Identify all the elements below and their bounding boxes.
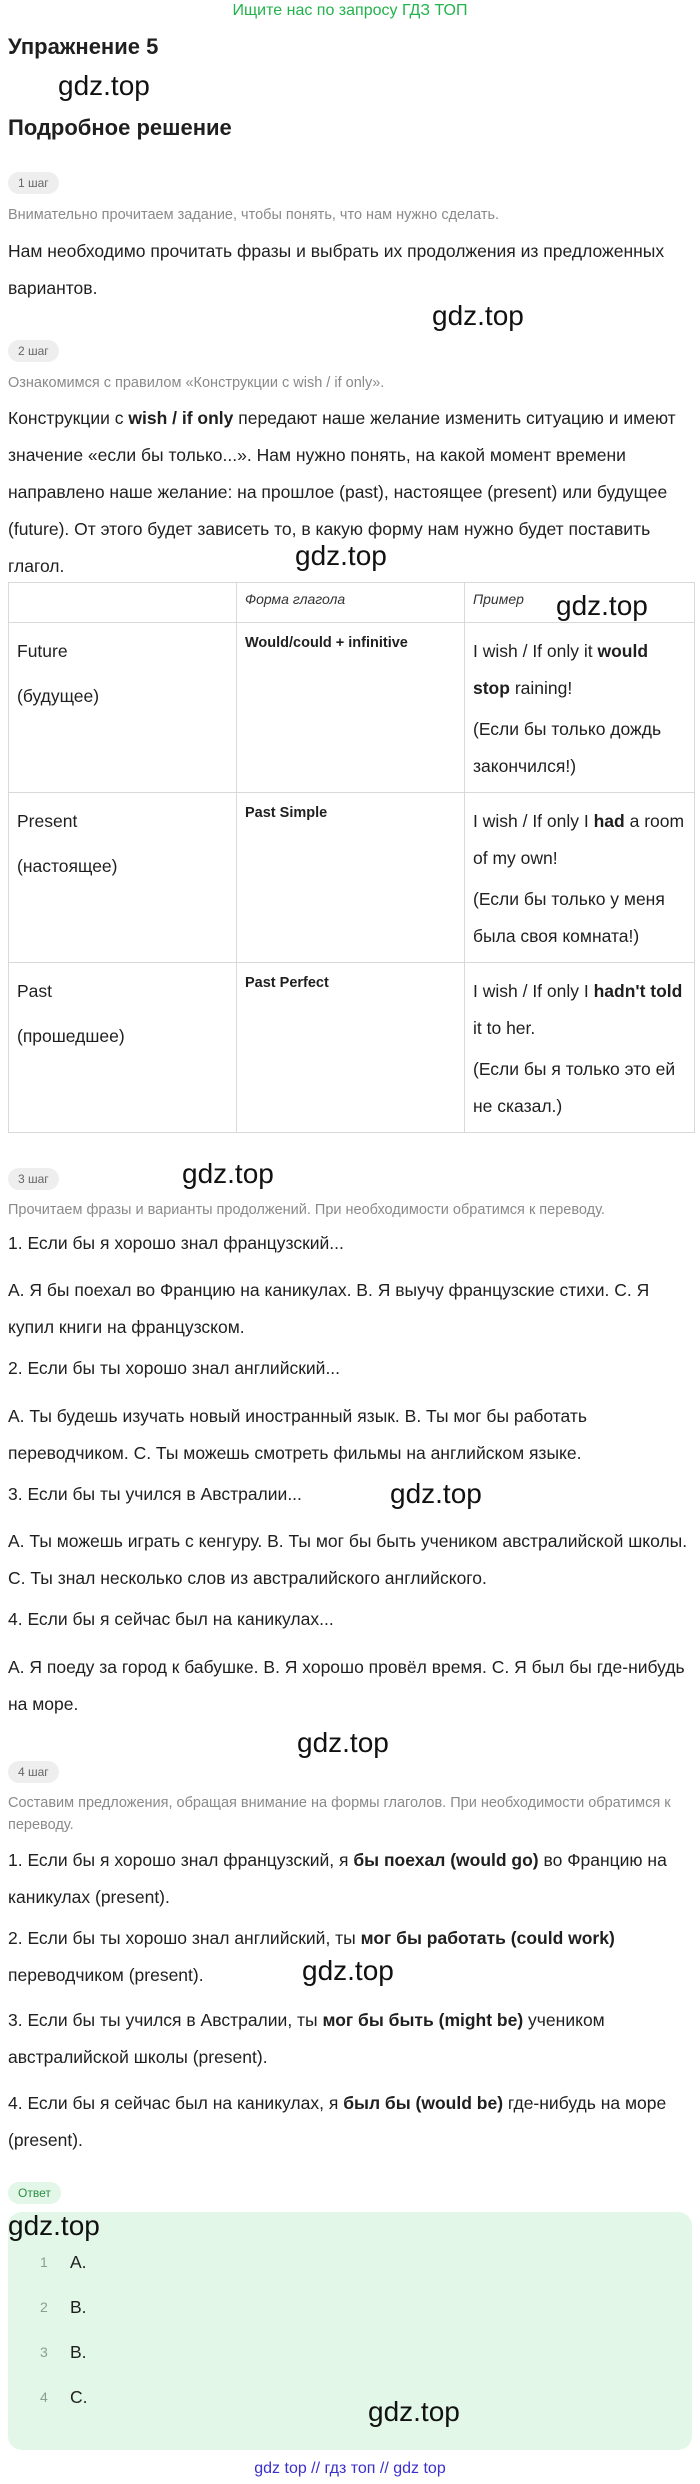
top-banner[interactable]: Ищите нас по запросу ГДЗ ТОП [232,2,468,19]
step-3-options-1: A. Я бы поехал во Францию на каникулах. B. Я выучу французские стихи. C. Я купил книги на французском. [8,1280,650,1337]
watermark: gdz.top [295,540,387,571]
watermark: gdz.top [432,300,524,331]
watermark: gdz.top [8,2210,100,2241]
table-header-example: Пример [465,583,695,623]
step-4-sentence-3: 3. Если бы ты учился в Австралии, ты мог бы быть (might be) учеником австралийской школы (present). [8,2010,605,2067]
step-3-question-3: 3. Если бы ты учился в Австралии... [8,1484,302,1504]
table-row [9,963,695,1133]
verb-form-cell: Past Perfect [237,963,465,1133]
step-3-question-1: 1. Если бы я хорошо знал французский... [8,1233,344,1253]
table-row [9,623,695,793]
watermark: gdz.top [556,590,648,621]
step-3-options-3: A. Ты можешь играть с кенгуру. B. Ты мог бы быть учеником австралийской школы. C. Ты знал несколько слов из австралийского английского. [8,1531,688,1588]
step-4-badge: 4 шаг [8,1761,59,1783]
example-cell: I wish / If only it would stop raining! (Если бы только дождь закончился!) [465,623,695,793]
exercise-title: Упражнение 5 [8,34,159,59]
verb-form-cell: Would/could + infinitive [237,623,465,793]
step-1-note: Внимательно прочитаем задание, чтобы понять, что нам нужно сделать. [8,207,500,223]
watermark: gdz.top [368,2396,460,2427]
footer-links[interactable]: gdz top // гдз топ // gdz top [254,2460,446,2477]
watermark: gdz.top [302,1955,394,1986]
step-1-text: Нам необходимо прочитать фразы и выбрать их продолжения из предложенных вариантов. [8,241,665,298]
step-2-badge: 2 шаг [8,340,59,362]
tense-cell: Future (будущее) [9,623,237,793]
step-2-note: Ознакомимся с правилом «Конструкции с wish / if only». [8,375,385,391]
page: Ищите нас по запросу ГДЗ ТОП Упражнение 5 gdz.top Подробное решение 1 шаг Внимательно прочитаем задание, чтобы понять, что нам нужно сделать. Нам необходимо прочитать фразы и выбрать их продолжения из предложенных вариантов. gdz.top 2 шаг Ознакомимся с правилом «Конструкции с wish / if only». Конструкции с wish / if only передают наше желание изменить ситуацию и имеют значение «если бы только...». Нам нужно понять, на какой момент времени направлено наше желание: на прошлое (past), настоящее (present) или будущее (future). От этого будет зависеть то, в какую форму нам нужно будет поставить глагол. gdz.top Форма глагола Пример Future (будущее) Would/could + infinitive I wish / If only it would stop raining! (Если бы только дождь закончился!) Present (настоящее) Past Simple I wish / If only I had a room of my own! (Если бы только у меня была своя комната!) Past (прошедшее) Past Perfect I wish / If only I hadn't told it to her. (Если бы я только это ей не сказал.) gdz.top 3 шаг gdz.top Прочитаем фразы и варианты продолжений. При необходимости обратимся к переводу. 1. Если бы я хорошо знал французский... A. Я бы поехал во Францию на каникулах. B. Я выучу французские стихи. C. Я купил книги на французском. 2. Если бы ты хорошо знал английский... A. Ты будешь изучать новый иностранный язык. B. Ты мог бы работать переводчиком. C. Ты можешь смотреть фильмы на английском языке. 3. Если бы ты учился в Австралии... gdz.top A. Ты можешь играть с кенгуру. B. Ты мог бы быть учеником австралийской школы. C. Ты знал несколько слов из австралийского английского. 4. Если бы я сейчас был на каникулах... A. Я поеду за город к бабушке. B. Я хорошо провёл время. C. Я был бы где-нибудь на море. gdz.top 4 шаг Составим предложения, обращая внимание на формы глаголов. При необходимости обратимся к переводу. 1. Если бы я хорошо знал французский, я бы поехал (would go) во Францию на каникулах (present). 2. Если бы ты хорошо знал английский, ты мог бы работать (could work) переводчиком (present). gdz.top 3. Если бы ты учился в Австралии, ты мог бы быть (might be) учеником австралийской школы (present). 4. Если бы я сейчас был на каникулах, я был бы (would be) где-нибудь на море (present). Ответ gdz.top 1 A. 2 B. 3 B. 4 C. gdz.top gdz top // гдз топ // gdz top [0,0,700,2484]
step-4-note: Составим предложения, обращая внимание на формы глаголов. При необходимости обратимся к переводу. [8,1795,671,1833]
table-row [9,793,695,963]
rules-table [8,582,695,1133]
example-cell: I wish / If only I hadn't told it to her. (Если бы я только это ей не сказал.) [465,963,695,1133]
verb-form-cell: Past Simple [237,793,465,963]
tense-cell: Past (прошедшее) [9,963,237,1133]
step-4-sentence-2: 2. Если бы ты хорошо знал английский, ты мог бы работать (could work) переводчиком (present). [8,1928,615,1985]
table-header-tense [9,583,237,623]
step-3-badge: 3 шаг [8,1168,59,1190]
example-cell: I wish / If only I had a room of my own! (Если бы только у меня была своя комната!) [465,793,695,963]
table-header-form: Форма глагола [237,583,465,623]
step-4-sentence-4: 4. Если бы я сейчас был на каникулах, я был бы (would be) где-нибудь на море (present). [8,2093,667,2150]
watermark: gdz.top [58,70,150,101]
step-2-rule-text: Конструкции с wish / if only передают наше желание изменить ситуацию и имеют значение «если бы только...». Нам нужно понять, на какой момент времени направлено наше желание: на прошлое (past), настоящее (present) или будущее (future). От этого будет зависеть то, в какую форму нам нужно будет поставить глагол. [8,408,676,576]
step-3-note: Прочитаем фразы и варианты продолжений. При необходимости обратимся к переводу. [8,1202,605,1218]
step-1-badge: 1 шаг [8,172,59,194]
answer-box [8,2212,692,2450]
solution-heading: Подробное решение [8,115,232,140]
watermark: gdz.top [182,1158,274,1189]
tense-cell: Present (настоящее) [9,793,237,963]
step-3-options-4: A. Я поеду за город к бабушке. B. Я хорошо провёл время. C. Я был бы где-нибудь на море. [8,1657,685,1714]
step-3-question-4: 4. Если бы я сейчас был на каникулах... [8,1609,334,1629]
watermark: gdz.top [297,1727,389,1758]
step-4-sentence-1: 1. Если бы я хорошо знал французский, я бы поехал (would go) во Францию на каникулах (present). [8,1850,667,1907]
watermark: gdz.top [390,1478,482,1509]
step-3-question-2: 2. Если бы ты хорошо знал английский... [8,1358,341,1378]
answer-badge: Ответ [8,2182,61,2204]
step-3-options-2: A. Ты будешь изучать новый иностранный язык. B. Ты мог бы работать переводчиком. C. Ты можешь смотреть фильмы на английском языке. [8,1406,588,1463]
